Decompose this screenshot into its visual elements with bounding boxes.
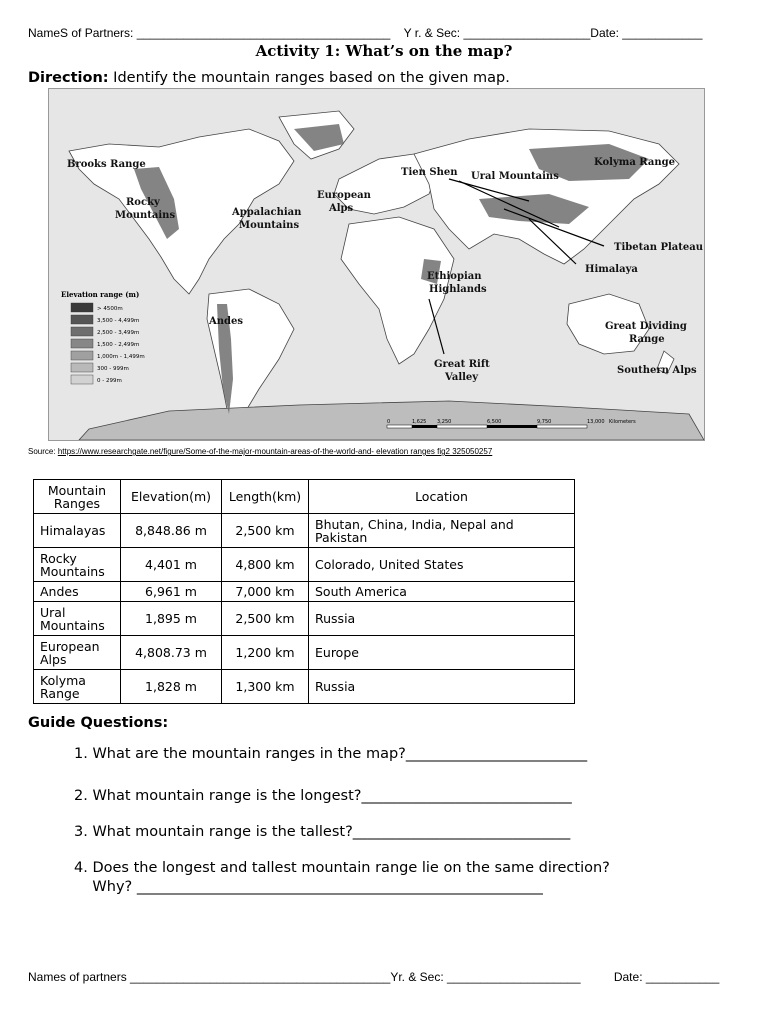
col-mountain-ranges: Mountain Ranges — [34, 480, 121, 514]
label-appalachian-2: Mountains — [239, 220, 300, 231]
table-row — [34, 514, 575, 548]
cell-location: Europe — [309, 636, 575, 670]
legend-item-label: > 4500m — [97, 306, 123, 312]
source-label: Source: — [28, 447, 56, 456]
cell-location: Russia — [309, 670, 575, 704]
question-4: 4. Does the longest and tallest mountain range lie on the same direction? — [74, 860, 610, 876]
cell-range: European Alps — [34, 636, 121, 670]
cell-elevation: 8,848.86 m — [121, 514, 222, 548]
cell-length: 2,500 km — [222, 602, 309, 636]
elevation-legend — [61, 290, 145, 384]
scale-label: 1,625 — [412, 419, 427, 425]
label-brooks-range: Brooks Range — [67, 159, 146, 170]
question-3: 3. What mountain range is the tallest?______________________________ — [74, 824, 571, 840]
cell-location: Russia — [309, 602, 575, 636]
scale-label: 3,250 — [437, 419, 452, 425]
label-ethiopian-2: Highlands — [429, 284, 487, 295]
legend-swatch — [71, 339, 93, 348]
legend-title: Elevation range (m) — [61, 290, 140, 299]
legend-item-label: 0 - 299m — [97, 378, 122, 384]
label-great-rift-2: Valley — [445, 372, 479, 383]
label-appalachian: Appalachian — [232, 207, 302, 218]
footer-partners-label: Names of partners _______________________________________Yr. & Sec: ____________________ — [28, 970, 581, 984]
mountain-table — [33, 479, 575, 704]
footer-partners-line — [28, 970, 719, 984]
legend-item-label: 300 - 999m — [97, 366, 129, 372]
cell-length: 2,500 km — [222, 514, 309, 548]
label-andes: Andes — [209, 316, 244, 327]
cell-length: 1,300 km — [222, 670, 309, 704]
label-great-dividing-2: Range — [629, 334, 665, 345]
direction-label: Direction: — [28, 70, 109, 86]
partners-line — [28, 26, 702, 40]
label-ural: Ural Mountains — [471, 171, 559, 182]
legend-swatch — [71, 363, 93, 372]
cell-range: Himalayas — [34, 514, 121, 548]
scale-label: 9,750 — [537, 419, 552, 425]
table-row — [34, 582, 575, 602]
question-2: 2. What mountain range is the longest?_____________________________ — [74, 788, 572, 804]
table-row — [34, 670, 575, 704]
legend-item-label: 1,500 - 2,499m — [97, 342, 140, 348]
scale-label: 6,500 — [487, 419, 502, 425]
legend-swatch — [71, 315, 93, 324]
label-himalaya: Himalaya — [585, 264, 638, 275]
label-european: European — [317, 190, 371, 201]
world-mountain-map — [48, 88, 705, 441]
question-1: 1. What are the mountain ranges in the map?_________________________ — [74, 746, 588, 762]
legend-swatch — [71, 303, 93, 312]
activity-title: Activity 1: What’s on the map? — [255, 42, 513, 60]
table-header-row — [34, 480, 575, 514]
scale-label: Kilometers — [609, 419, 636, 425]
label-ethiopian: Ethiopian — [427, 271, 482, 282]
scale-label: 13,000 — [587, 419, 605, 425]
label-kolyma: Kolyma Range — [594, 157, 675, 168]
partners-label: NameS of Partners: ______________________________________ — [28, 26, 391, 40]
guide-questions-title: Guide Questions: — [28, 715, 169, 731]
direction-line — [28, 70, 510, 86]
source-link[interactable]: https://www.researchgate.net/figure/Some-of-the-major-mountain-areas-of-the-world-and- elevation ranges fig2 325050257 — [57, 447, 493, 456]
cell-elevation: 4,808.73 m — [121, 636, 222, 670]
yr-sec-date-label: Y r. & Sec: ___________________Date: ____________ — [403, 26, 703, 40]
cell-elevation: 6,961 m — [121, 582, 222, 602]
cell-length: 1,200 km — [222, 636, 309, 670]
label-tibetan: Tibetan Plateau — [614, 242, 703, 253]
cell-range: Kolyma Range — [34, 670, 121, 704]
label-rocky: Rocky — [126, 197, 160, 208]
footer-date-label: Date: ___________ — [613, 970, 720, 984]
cell-range: Rocky Mountains — [34, 548, 121, 582]
legend-item-label: 2,500 - 3,499m — [97, 330, 140, 336]
legend-swatch — [71, 351, 93, 360]
label-tien-shen: Tien Shen — [401, 167, 458, 178]
legend-swatch — [71, 327, 93, 336]
direction-text: Identify the mountain ranges based on the given map. — [108, 70, 510, 86]
label-great-rift: Great Rift — [434, 359, 490, 370]
col-elevation: Elevation(m) — [121, 480, 222, 514]
scale-label: 0 — [387, 419, 391, 425]
legend-item-label: 1,000m - 1,499m — [97, 354, 145, 360]
table-row — [34, 548, 575, 582]
cell-range: Andes — [34, 582, 121, 602]
map-svg — [49, 89, 704, 440]
cell-length: 7,000 km — [222, 582, 309, 602]
col-length: Length(km) — [222, 480, 309, 514]
source-line — [28, 447, 492, 456]
label-great-dividing: Great Dividing — [605, 321, 687, 332]
table-row — [34, 602, 575, 636]
legend-swatch — [71, 375, 93, 384]
cell-elevation: 1,828 m — [121, 670, 222, 704]
question-4-why: Why? ________________________________________________________ — [74, 879, 543, 895]
cell-elevation: 4,401 m — [121, 548, 222, 582]
legend-item-label: 3,500 - 4,499m — [97, 318, 140, 324]
cell-location: Colorado, United States — [309, 548, 575, 582]
label-southern-alps: Southern Alps — [617, 365, 697, 376]
cell-length: 4,800 km — [222, 548, 309, 582]
cell-range: Ural Mountains — [34, 602, 121, 636]
label-rocky-2: Mountains — [115, 210, 176, 221]
cell-elevation: 1,895 m — [121, 602, 222, 636]
label-european-2: Alps — [329, 203, 354, 214]
col-location: Location — [309, 480, 575, 514]
cell-location: Bhutan, China, India, Nepal and Pakistan — [309, 514, 575, 548]
table-row — [34, 636, 575, 670]
cell-location: South America — [309, 582, 575, 602]
